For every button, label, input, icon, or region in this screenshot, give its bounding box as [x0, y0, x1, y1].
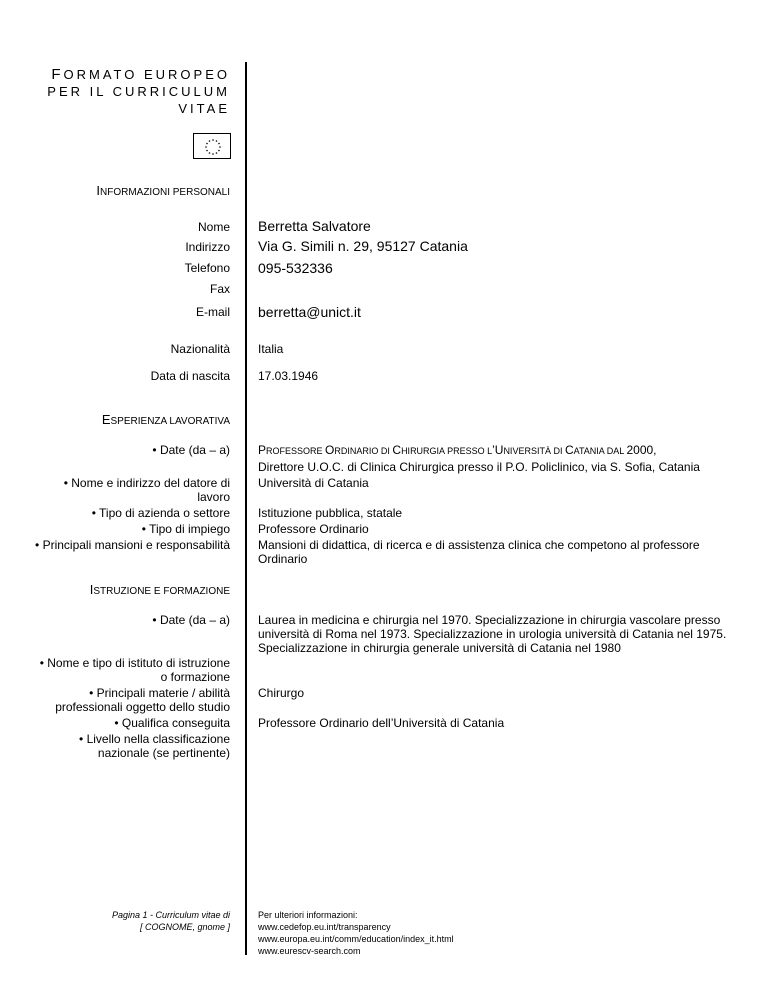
eu-stars-icon [194, 134, 232, 160]
section-personal-info: INFORMAZIONI PERSONALI [96, 183, 230, 198]
value-edu-date-1: Laurea in medicina e chirurgia nel 1970. Specializzazione in chirurgia vascolare presso [258, 613, 721, 627]
label-nascita: Data di nascita [150, 369, 230, 383]
value-indirizzo: Via G. Simili n. 29, 95127 Catania [258, 238, 468, 254]
label-edu-level: • Livello nella classificazione [79, 732, 230, 746]
footer-page-label: Pagina 1 - Curriculum vitae di [111, 910, 230, 920]
label-indirizzo: Indirizzo [185, 240, 230, 254]
label-work-date: • Date (da – a) [152, 443, 230, 457]
value-nascita: 17.03.1946 [258, 369, 319, 383]
footer-link-europa[interactable]: www.europa.eu.int/comm/education/index_it.html [258, 934, 454, 944]
value-work-duties: Mansioni di didattica, di ricerca e di assistenza clinica che competono al professore Ordinario [258, 538, 700, 566]
value-edu-date-2: università di Roma nel 1973. Specializzazione in urologia università di Catania nel 1975. [258, 627, 727, 641]
value-work-employer-2: Università di Catania [258, 476, 369, 490]
value-work-company-type: Istituzione pubblica, statale [258, 506, 403, 520]
label-work-company-type: • Tipo di azienda o settore [91, 506, 230, 520]
label-fax: Fax [209, 282, 230, 296]
eu-flag-icon [193, 133, 231, 159]
section-work-experience: ESPERIENZA LAVORATIVA [101, 412, 230, 427]
label-telefono: Telefono [184, 261, 230, 275]
label-edu-subjects: • Principali materie / abilità [89, 686, 230, 700]
value-work-employer: Direttore U.O.C. di Clinica Chirurgica presso il P.O. Policlinico, via S. Sofia, Catania [258, 460, 700, 474]
title-line-2: PER IL CURRICULUM [47, 84, 230, 99]
label-edu-institute-2: o formazione [160, 670, 230, 684]
label-nome: Nome [197, 220, 230, 234]
label-edu-level-2: nazionale (se pertinente) [97, 746, 230, 760]
label-work-employer-2: lavoro [197, 490, 230, 504]
value-work-date: PROFESSORE ORDINARIO DI CHIRURGIA PRESSO L’UNIVERSITÀ DI CATANIA DAL 2000, [258, 443, 657, 457]
value-nazionalita: Italia [258, 342, 284, 356]
footer-name-placeholder: [ COGNOME, gnome ] [139, 922, 230, 932]
value-work-job-type: Professore Ordinario [258, 522, 369, 536]
label-email: E-mail [195, 305, 230, 319]
label-work-duties: • Principali mansioni e responsabilità [35, 538, 230, 552]
value-telefono: 095-532336 [258, 260, 333, 276]
title-line-1: FORMATO EUROPEO [51, 66, 230, 83]
value-edu-subjects: Chirurgo [258, 686, 305, 700]
footer-link-cedefop[interactable]: www.cedefop.eu.int/transparency [258, 922, 391, 932]
label-work-employer: • Nome e indirizzo del datore di [63, 476, 230, 490]
label-edu-subjects-2: professionali oggetto dello studio [55, 700, 230, 714]
section-education: ISTRUZIONE E FORMAZIONE [89, 582, 230, 597]
footer-info-label: Per ulteriori informazioni: [258, 910, 358, 920]
value-edu-date-3: Specializzazione in chirurgia generale università di Catania nel 1980 [258, 641, 621, 655]
footer-link-eurescv[interactable]: www.eurescv-search.com [258, 946, 361, 956]
label-edu-institute: • Nome e tipo di istituto di istruzione [39, 656, 230, 670]
title-line-3: VITAE [178, 101, 230, 116]
label-work-job-type: • Tipo di impiego [141, 522, 230, 536]
label-edu-date: • Date (da – a) [152, 613, 230, 627]
column-divider [245, 62, 247, 955]
value-email[interactable]: berretta@unict.it [258, 304, 361, 320]
label-nazionalita: Nazionalità [170, 342, 230, 356]
label-edu-qualification: • Qualifica conseguita [114, 716, 230, 730]
value-nome: Berretta Salvatore [258, 218, 371, 234]
value-edu-qualification: Professore Ordinario dell’Università di Catania [258, 716, 505, 730]
